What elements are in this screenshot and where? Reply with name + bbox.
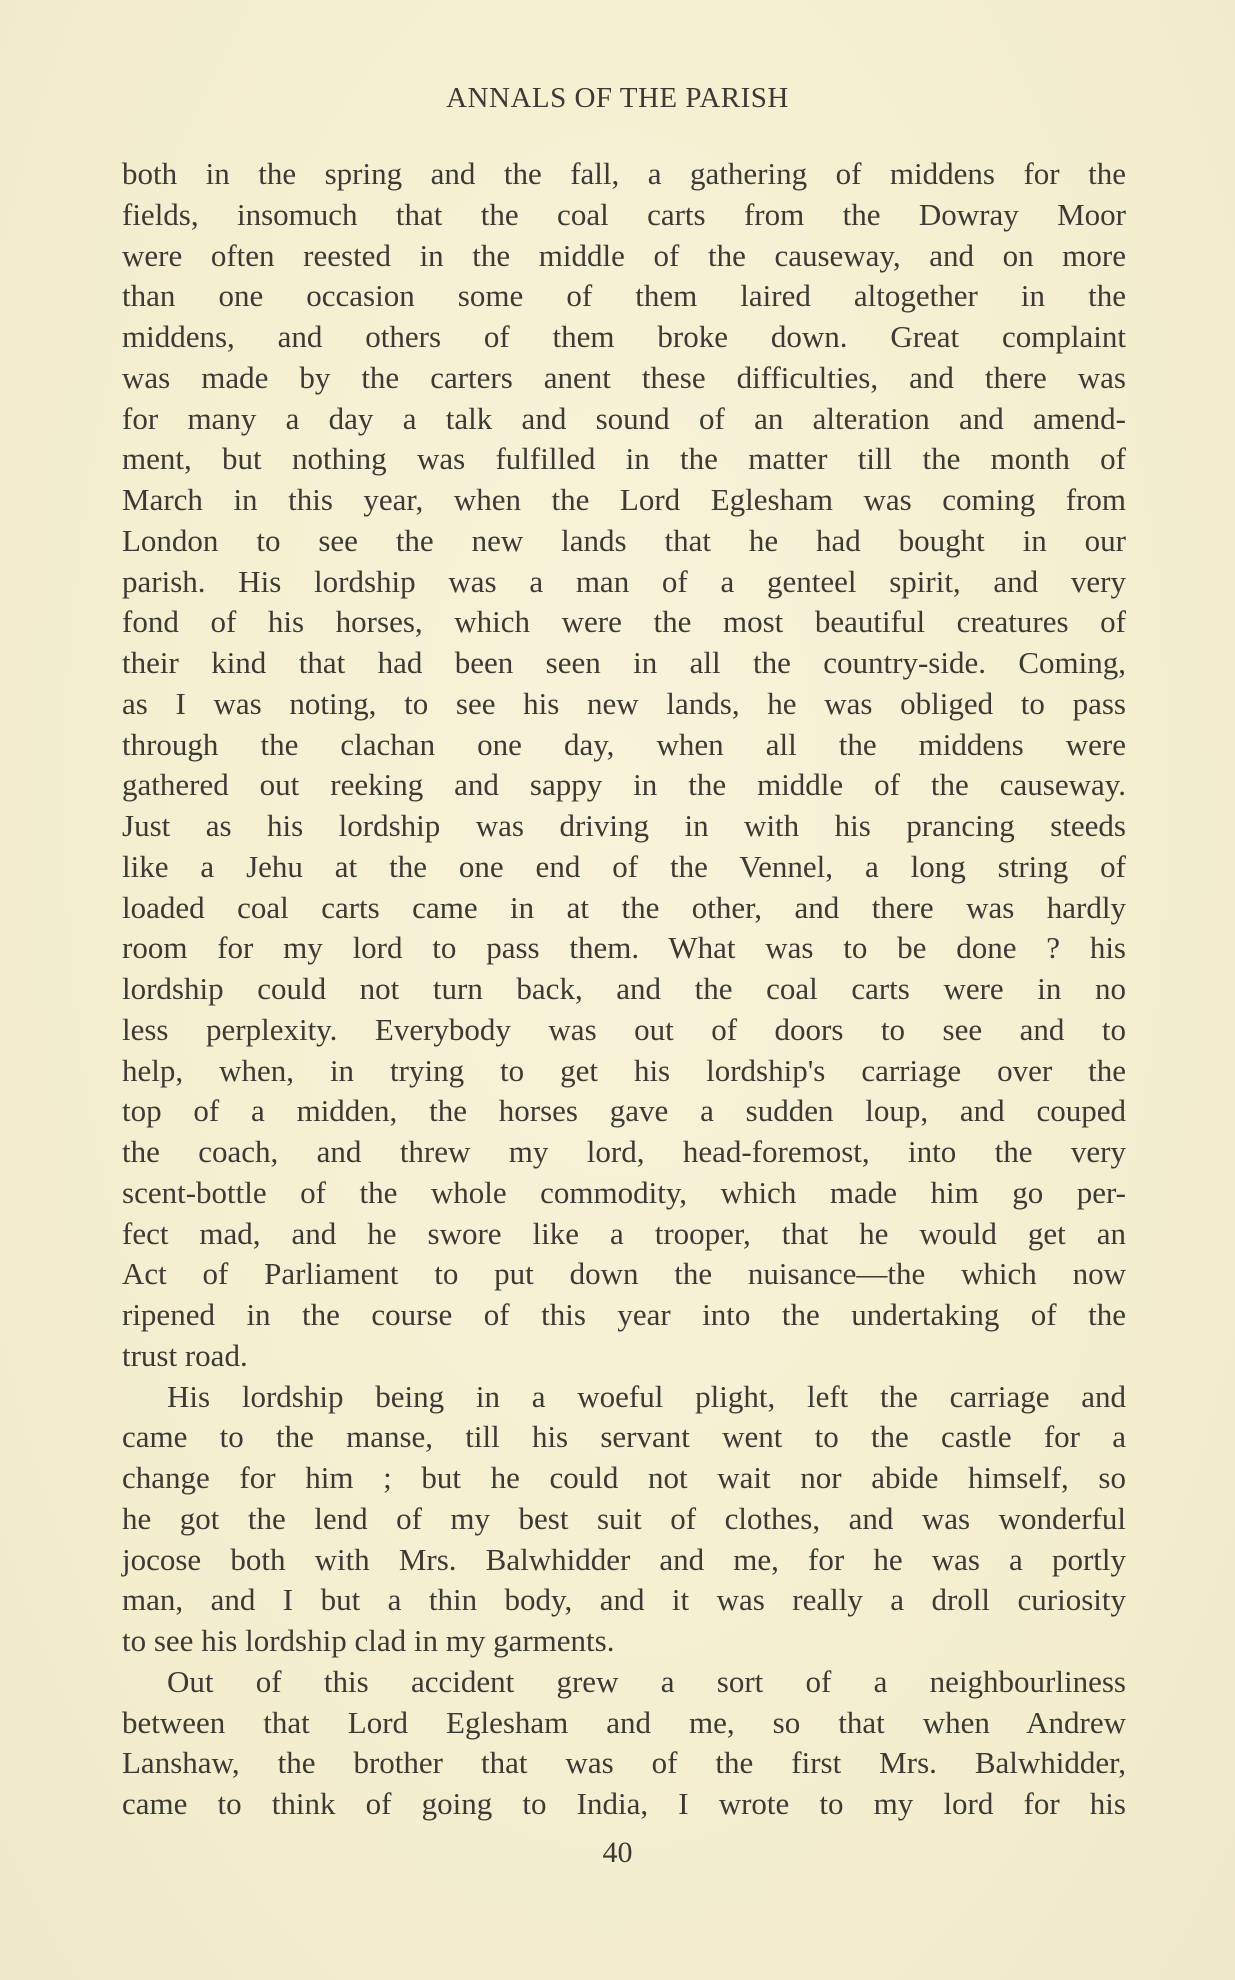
text-line: London to see the new lands that he had bought in our	[122, 522, 1126, 558]
text-line: gathered out reeking and sappy in the middle of the causeway.	[122, 767, 1126, 803]
text-line: March in this year, when the Lord Eglesham was coming from	[122, 482, 1126, 517]
running-header: ANNALS OF THE PARISH	[446, 82, 789, 114]
text-line: room for my lord to pass them. What was to be done ? his	[122, 930, 1126, 966]
text-line: were often reested in the middle of the causeway, and on more	[122, 237, 1126, 273]
text-line: His lordship being in a woeful plight, left the carriage and	[167, 1378, 1126, 1414]
text-line: through the clachan one day, when all the middens were	[122, 726, 1126, 762]
body-text	[122, 154, 1126, 1825]
page-number: 40	[602, 1836, 633, 1869]
text-line: ment, but nothing was fulfilled in the matter till the month of	[122, 441, 1126, 477]
text-line: between that Lord Eglesham and me, so that when Andrew	[122, 1704, 1126, 1740]
text-line: trust road.	[122, 1337, 248, 1373]
text-line: lordship could not turn back, and the coal carts were in no	[122, 971, 1126, 1006]
text-line: Lanshaw, the brother that was of the first Mrs. Balwhidder,	[122, 1745, 1126, 1781]
text-line: both in the spring and the fall, a gathering of middens for the	[122, 156, 1126, 191]
text-line: to see his lordship clad in my garments.	[122, 1623, 615, 1658]
text-line: Out of this accident grew a sort of a neighbourliness	[167, 1663, 1126, 1699]
text-line: parish. His lordship was a man of a genteel spirit, and very	[122, 563, 1126, 599]
text-line: help, when, in trying to get his lordship's carriage over the	[122, 1052, 1126, 1088]
text-line: man, and I but a thin body, and it was really a droll curiosity	[122, 1582, 1126, 1618]
text-line: fond of his horses, which were the most beautiful creatures of	[122, 604, 1126, 640]
text-line: was made by the carters anent these difficulties, and there was	[122, 359, 1126, 395]
text-line: scent-bottle of the whole commodity, which made him go per-	[122, 1174, 1126, 1210]
text-line: loaded coal carts came in at the other, and there was hardly	[122, 889, 1126, 925]
text-line: ripened in the course of this year into the undertaking of the	[122, 1297, 1126, 1332]
text-line: he got the lend of my best suit of clothes, and was wonderful	[122, 1500, 1126, 1536]
text-line: Just as his lordship was driving in with his prancing steeds	[122, 808, 1126, 843]
text-line: change for him ; but he could not wait nor abide himself, so	[122, 1460, 1126, 1495]
text-line: middens, and others of them broke down. Great complaint	[122, 319, 1126, 354]
text-line: less perplexity. Everybody was out of doors to see and to	[122, 1011, 1126, 1047]
text-line: for many a day a talk and sound of an alteration and amend-	[122, 400, 1126, 436]
text-line: Act of Parliament to put down the nuisance—the which now	[122, 1256, 1126, 1292]
text-line: fect mad, and he swore like a trooper, that he would get an	[122, 1215, 1126, 1251]
text-line: as I was noting, to see his new lands, he was obliged to pass	[122, 685, 1126, 721]
text-line: jocose both with Mrs. Balwhidder and me, for he was a portly	[122, 1541, 1126, 1577]
text-line: fields, insomuch that the coal carts from the Dowray Moor	[122, 196, 1126, 232]
text-line: the coach, and threw my lord, head-foremost, into the very	[122, 1134, 1126, 1169]
text-line: than one occasion some of them laired altogether in the	[122, 278, 1126, 314]
text-line: came to the manse, till his servant went to the castle for a	[122, 1419, 1126, 1455]
text-line: came to think of going to India, I wrote to my lord for his	[122, 1786, 1126, 1821]
text-line: their kind that had been seen in all the country-side. Coming,	[122, 645, 1126, 680]
text-line: like a Jehu at the one end of the Vennel, a long string of	[122, 848, 1126, 884]
text-line: top of a midden, the horses gave a sudden loup, and couped	[122, 1093, 1126, 1129]
